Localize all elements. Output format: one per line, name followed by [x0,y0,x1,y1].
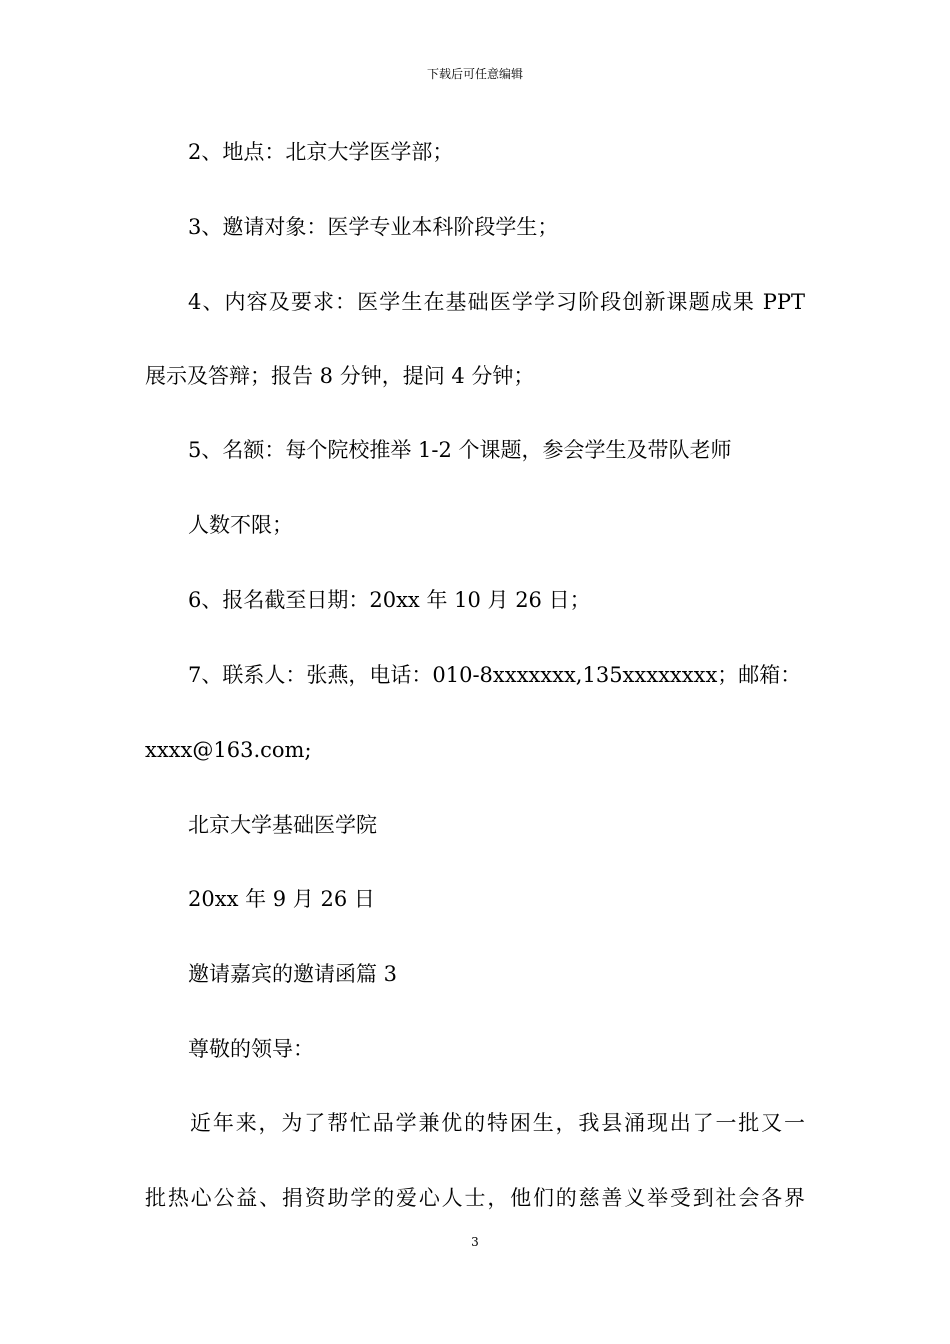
section-title: 邀请嘉宾的邀请函篇 3 [188,962,398,986]
item-deadline: 6、报名截至日期：20xx 年 10 月 26 日； [188,588,591,612]
page-number: 3 [471,1235,479,1249]
item-contact-line2: xxxx@163.com; [145,738,312,762]
item-content-line2: 展示及答辩；报告 8 分钟，提问 4 分钟； [145,364,535,388]
item-quota-line1: 5、名额：每个院校推举 1-2 个课题，参会学生及带队老师 [188,438,732,462]
salutation: 尊敬的领导： [188,1037,314,1061]
item-contact-line1: 7、联系人：张燕，电话：010-8xxxxxxx,135xxxxxxxx；邮箱： [188,663,802,687]
page-header: 下载后可任意编辑 [426,67,523,81]
item-content-line1: 4、内容及要求：医学生在基础医学学习阶段创新课题成果 PPT [188,290,805,314]
body-paragraph-line1: 近年来，为了帮忙品学兼优的特困生，我县涌现出了一批又一 [190,1111,805,1135]
item-quota-line2: 人数不限； [188,513,293,537]
body-paragraph-line2: 批热心公益、捐资助学的爱心人士，他们的慈善义举受到社会各界 [145,1186,805,1210]
item-invitees: 3、邀请对象：医学专业本科阶段学生； [188,215,559,239]
signature-org: 北京大学基础医学院 [188,813,377,837]
signature-date: 20xx 年 9 月 26 日 [188,887,375,911]
item-location: 2、地点：北京大学医学部； [188,140,454,164]
